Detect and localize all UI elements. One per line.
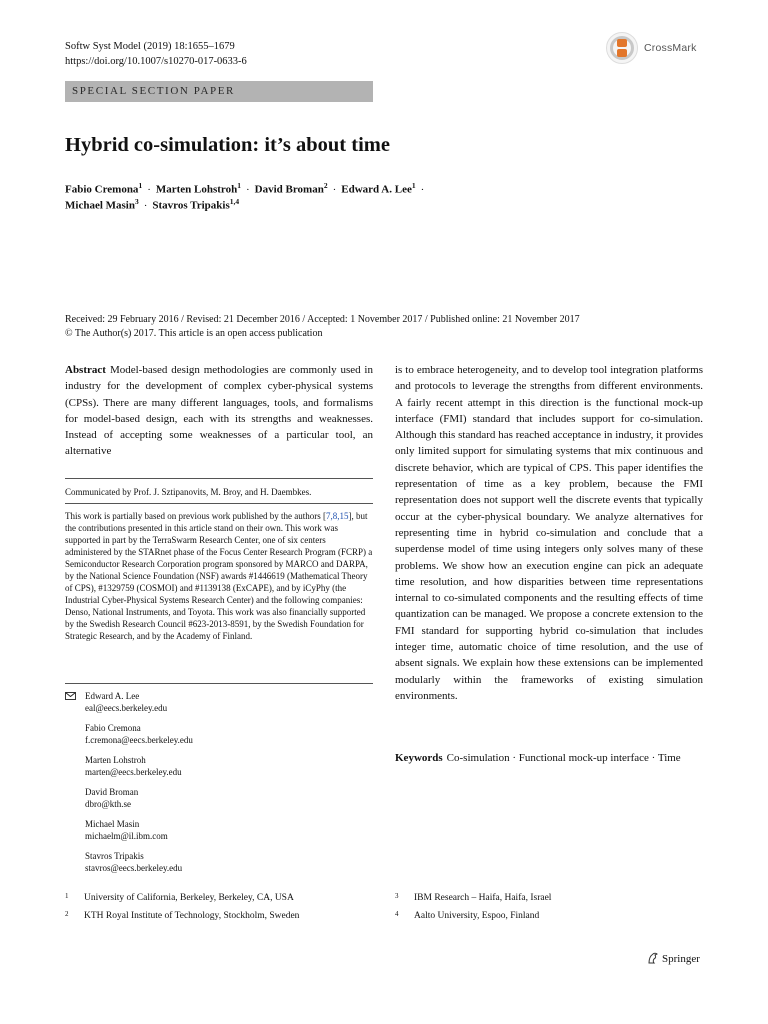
springer-horse-icon: [646, 951, 660, 965]
contact-name: Marten Lohstroh: [85, 755, 146, 765]
paper-title: Hybrid co-simulation: it’s about time: [65, 134, 390, 156]
crossmark-badge[interactable]: [606, 31, 716, 65]
keywords-text: Co-simulation · Functional mock-up interface · Time: [446, 752, 681, 764]
copyright-notice: © The Author(s) 2017. This article is an open access publication: [65, 328, 323, 339]
author-name: David Broman: [254, 183, 324, 196]
affiliation-text: IBM Research – Haifa, Haifa, Israel: [414, 893, 552, 903]
section-label: SPECIAL SECTION PAPER: [72, 85, 235, 97]
affiliation-number: 4: [395, 910, 399, 918]
author-affiliation-mark: 1: [138, 181, 143, 190]
author-name: Michael Masin: [65, 199, 135, 212]
affiliation-number: 1: [65, 892, 69, 900]
contact-entry: [85, 754, 373, 778]
contact-name: Edward A. Lee: [85, 691, 140, 701]
author-affiliation-mark: 3: [134, 197, 139, 206]
contact-email[interactable]: dbro@kth.se: [85, 799, 132, 809]
citation-links[interactable]: 7,8,15: [325, 511, 349, 521]
abstract-text-left: Model-based design methodologies are commonly used in industry for the development of complex cyber-physical systems (CPSs). There are many different languages, tools, and formalisms for model-based design, each with its strengths and weaknesses. Instead of accepting some weaknesses of a particular tool, an alternative: [65, 364, 373, 458]
abstract-left: [65, 362, 373, 460]
footnote-text: ], but the contributions presented in this article stand on their own. This work was supported in part by the TerraSwarm Research Center, one of six centers administered by the STARnet phase of the Focus Center Research Program (FCRP) a Semiconductor Research Corporation program sponsored by MARCO and DARPA, by the National Science Foundation (NSF) awards #1446619 (Mathematical Theory of CPS), #1329759 (COSMOI) and #1139138 (ExCAPE), and by iCyPhy (the Industrial Cyber-Physical Systems Research Center) and the following companies: Denso, National Instruments, and Toyota. This work was also financially supported by the Swedish Research Council #623-2013-8591, by the Swedish Foundation for Strategic Research, and by the Academy of Finland.: [65, 511, 373, 641]
affiliation-text: KTH Royal Institute of Technology, Stockholm, Sweden: [84, 911, 300, 921]
journal-citation: Softw Syst Model (2019) 18:1655–1679: [65, 41, 235, 52]
affiliation-text: Aalto University, Espoo, Finland: [414, 911, 540, 921]
contact-entry: [85, 818, 373, 842]
affiliation-number: 2: [65, 910, 69, 918]
contact-name: Fabio Cremona: [85, 723, 141, 733]
crossmark-label: CrossMark: [644, 42, 697, 54]
footnote-divider: [65, 503, 373, 504]
footnote-divider: [65, 478, 373, 479]
contact-entry: [85, 722, 373, 746]
authors-line-2: Michael Masin$^3$ · Stavros Tripakis$^{1,4}$: [65, 197, 240, 212]
author-name: Edward A. Lee: [341, 183, 412, 196]
contact-email[interactable]: f.cremona@eecs.berkeley.edu: [85, 735, 193, 745]
author-name: Marten Lohstroh: [155, 183, 238, 196]
contact-entry: [85, 690, 373, 714]
author-affiliation-mark: 2: [323, 181, 328, 190]
authors-line-1: Fabio Cremona$^1$ · Marten Lohstroh$^1$ · David Broman$^2$ · Edward A. Lee$^1$ ·: [65, 181, 425, 196]
publisher-name: Springer: [662, 953, 700, 965]
affiliation-number: 3: [395, 892, 399, 900]
contact-entry: [85, 850, 373, 874]
author-name: Fabio Cremona: [65, 183, 139, 196]
contact-name: Michael Masin: [85, 819, 140, 829]
crossmark-icon: [606, 32, 638, 64]
footnote-text: This work is partially based on previous work published by the authors [: [65, 511, 326, 521]
author-affiliation-mark: 1: [237, 181, 241, 190]
abstract-label: Abstract: [65, 364, 106, 376]
affiliation-text: University of California, Berkeley, Berkeley, CA, USA: [84, 893, 294, 903]
contact-email[interactable]: stavros@eecs.berkeley.edu: [85, 863, 183, 873]
footnote-divider: [65, 683, 373, 684]
doi-link[interactable]: https://doi.org/10.1007/s10270-017-0633-6: [65, 56, 247, 67]
keywords-label: Keywords: [395, 752, 443, 764]
corresponding-contacts: [85, 690, 373, 882]
envelope-icon: [65, 692, 76, 700]
communicated-by: Communicated by Prof. J. Sztipanovits, M. Broy, and H. Daembkes.: [65, 487, 312, 497]
contact-email[interactable]: michaelm@il.ibm.com: [85, 831, 168, 841]
author-name: Stavros Tripakis: [152, 199, 230, 212]
section-banner: [65, 81, 373, 102]
contact-email[interactable]: eal@eecs.berkeley.edu: [85, 703, 168, 713]
author-affiliation-mark: 1,4: [229, 197, 240, 206]
publication-dates: Received: 29 February 2016 / Revised: 21 December 2016 / Accepted: 1 November 2017 / Published online: 21 November 2017: [65, 314, 580, 325]
author-affiliation-mark: 1: [411, 181, 416, 190]
contact-email[interactable]: marten@eecs.berkeley.edu: [85, 767, 182, 777]
contact-entry: [85, 786, 373, 810]
contact-name: David Broman: [85, 787, 139, 797]
contact-name: Stavros Tripakis: [85, 851, 144, 861]
funding-footnote: [65, 510, 373, 642]
keywords: [395, 750, 703, 766]
abstract-right: is to embrace heterogeneity, and to develop tool integration platforms and protocols to leverage the strengths from different environments. A fairly recent attempt in this direction is the functional mock-up interface (FMI) standard that includes support for co-simulation. Although this standard has reached acceptance in industry, it provides only limited support for simulating systems that mix continuous and discrete behavior, which are typical of CPS. This paper identifies the representation of time as a key problem, because the FMI representation does not support well the discrete events that typically occur at the cyber-physical boundary. We analyze alternatives for representing time in hybrid co-simulation and conclude that a superdense model of time using integers only solves many of these problems. We show how an execution engine can pick an adequate time resolution, and how disparities between time representations internal to co-simulated components and the resulting effects of time quantization can be managed. We propose a concrete extension to the FMI standard for supporting hybrid co-simulation that includes integer time, automatic choice of time resolution, and the use of absent signals. We explain how these extensions can be implemented modularly within the frameworks of existing simulation environments.: [395, 364, 703, 702]
